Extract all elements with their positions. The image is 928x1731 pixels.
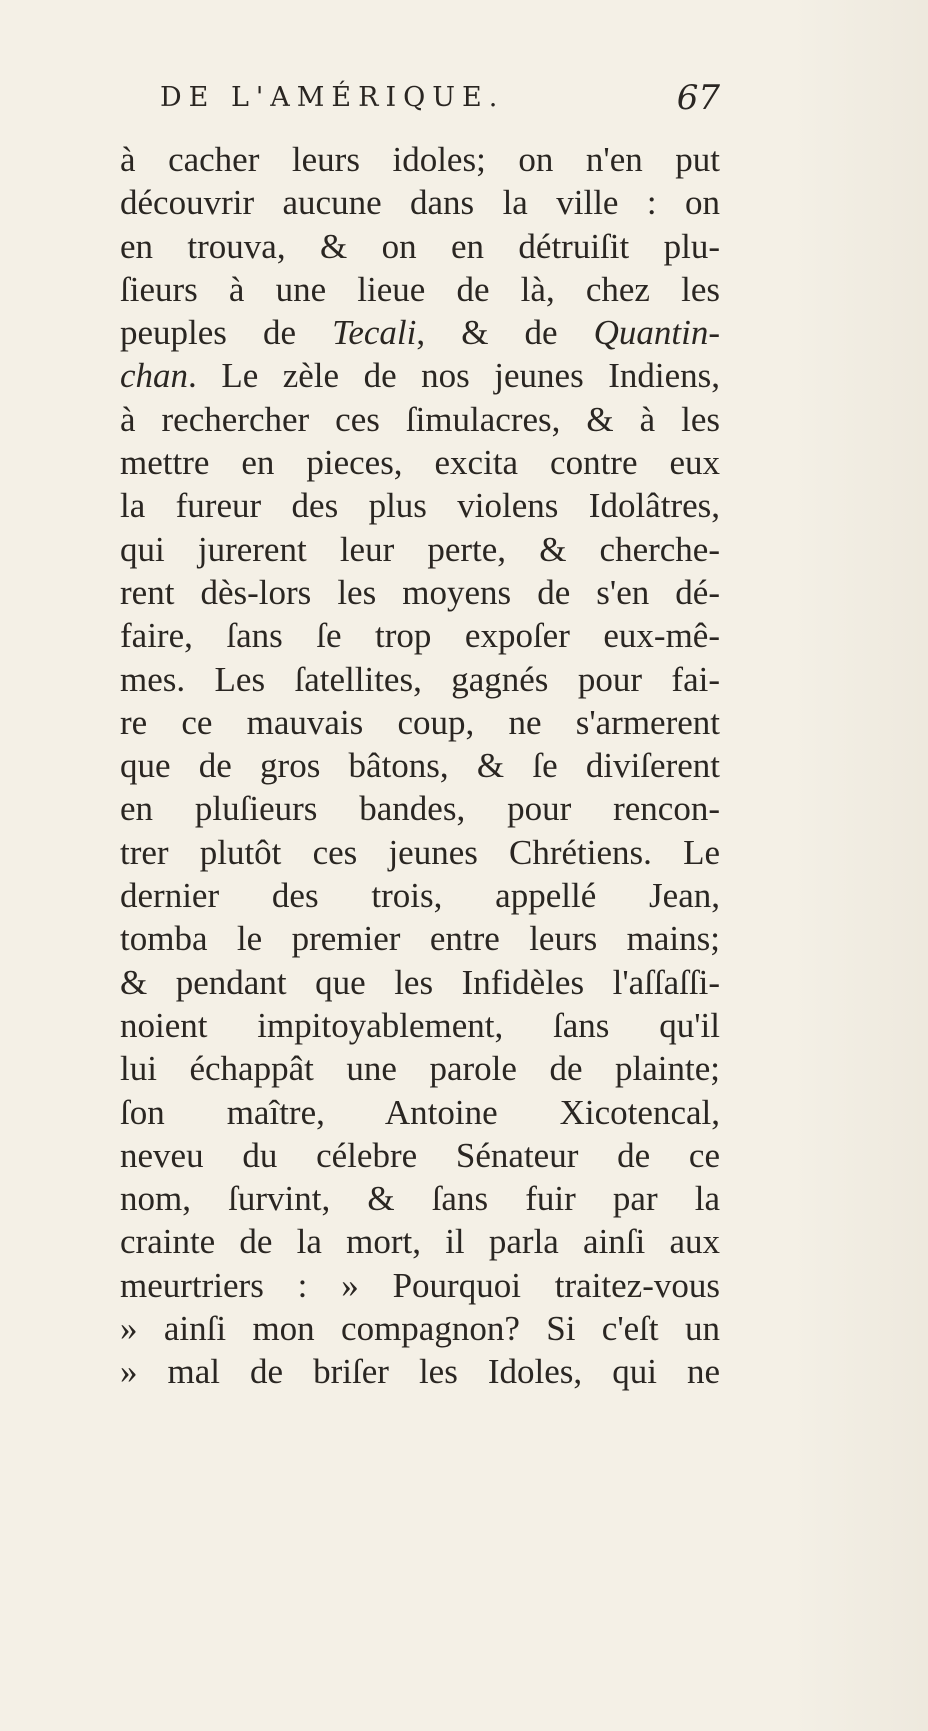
- text-line: meurtriers : » Pourquoi traitez-vous: [120, 1265, 720, 1305]
- running-title: DE L'AMÉRIQUE.: [160, 82, 505, 113]
- text-line: découvrir aucune dans la ville : on: [120, 183, 720, 223]
- text-line: » mal de briſer les Idoles, qui ne: [120, 1352, 720, 1392]
- text-line: rent dès-lors les moyens de s'en dé-: [120, 572, 720, 612]
- text-line: noient impitoyablement, ſans qu'il: [120, 1005, 720, 1045]
- text-line: en pluſieurs bandes, pour rencon-: [120, 789, 720, 829]
- text-line: ſon maître, Antoine Xicotencal,: [120, 1092, 720, 1132]
- text-line: qui jurerent leur perte, & cherche-: [120, 529, 720, 569]
- text-line: nom, ſurvint, & ſans fuir par la: [120, 1179, 720, 1219]
- text-line: en trouva, & on en détruiſit plu-: [120, 226, 720, 266]
- page-number: 67: [676, 78, 720, 118]
- body-text: [120, 138, 720, 1394]
- text-line: crainte de la mort, il parla ainſi aux: [120, 1222, 720, 1262]
- text-line: faire, ſans ſe trop expoſer eux-mê-: [120, 616, 720, 656]
- text-line: mettre en pieces, excita contre eux: [120, 443, 720, 483]
- text-line: & pendant que les Infidèles l'aſſaſſi-: [120, 962, 720, 1002]
- text-line: mes. Les ſatellites, gagnés pour fai-: [120, 659, 720, 699]
- text-line: lui échappât une parole de plainte;: [120, 1049, 720, 1089]
- text-line: chan. Le zèle de nos jeunes Indiens,: [120, 356, 720, 396]
- text-line: ſieurs à une lieue de là, chez les: [120, 269, 720, 309]
- text-line: re ce mauvais coup, ne s'armerent: [120, 702, 720, 742]
- page-header: [160, 78, 720, 118]
- text-line: neveu du célebre Sénateur de ce: [120, 1135, 720, 1175]
- page-edge-shadow: [788, 0, 928, 1731]
- text-line: tomba le premier entre leurs mains;: [120, 919, 720, 959]
- text-line: trer plutôt ces jeunes Chrétiens. Le: [120, 832, 720, 872]
- text-line: » ainſi mon compagnon? Si c'eſt un: [120, 1309, 720, 1349]
- text-line: que de gros bâtons, & ſe diviſerent: [120, 746, 720, 786]
- text-line: dernier des trois, appellé Jean,: [120, 876, 720, 916]
- text-line: la fureur des plus violens Idolâtres,: [120, 486, 720, 526]
- text-line: à cacher leurs idoles; on n'en put: [120, 140, 720, 179]
- text-line: à rechercher ces ſimulacres, & à les: [120, 399, 720, 439]
- text-line: peuples de Tecali, & de Quantin-: [120, 313, 720, 353]
